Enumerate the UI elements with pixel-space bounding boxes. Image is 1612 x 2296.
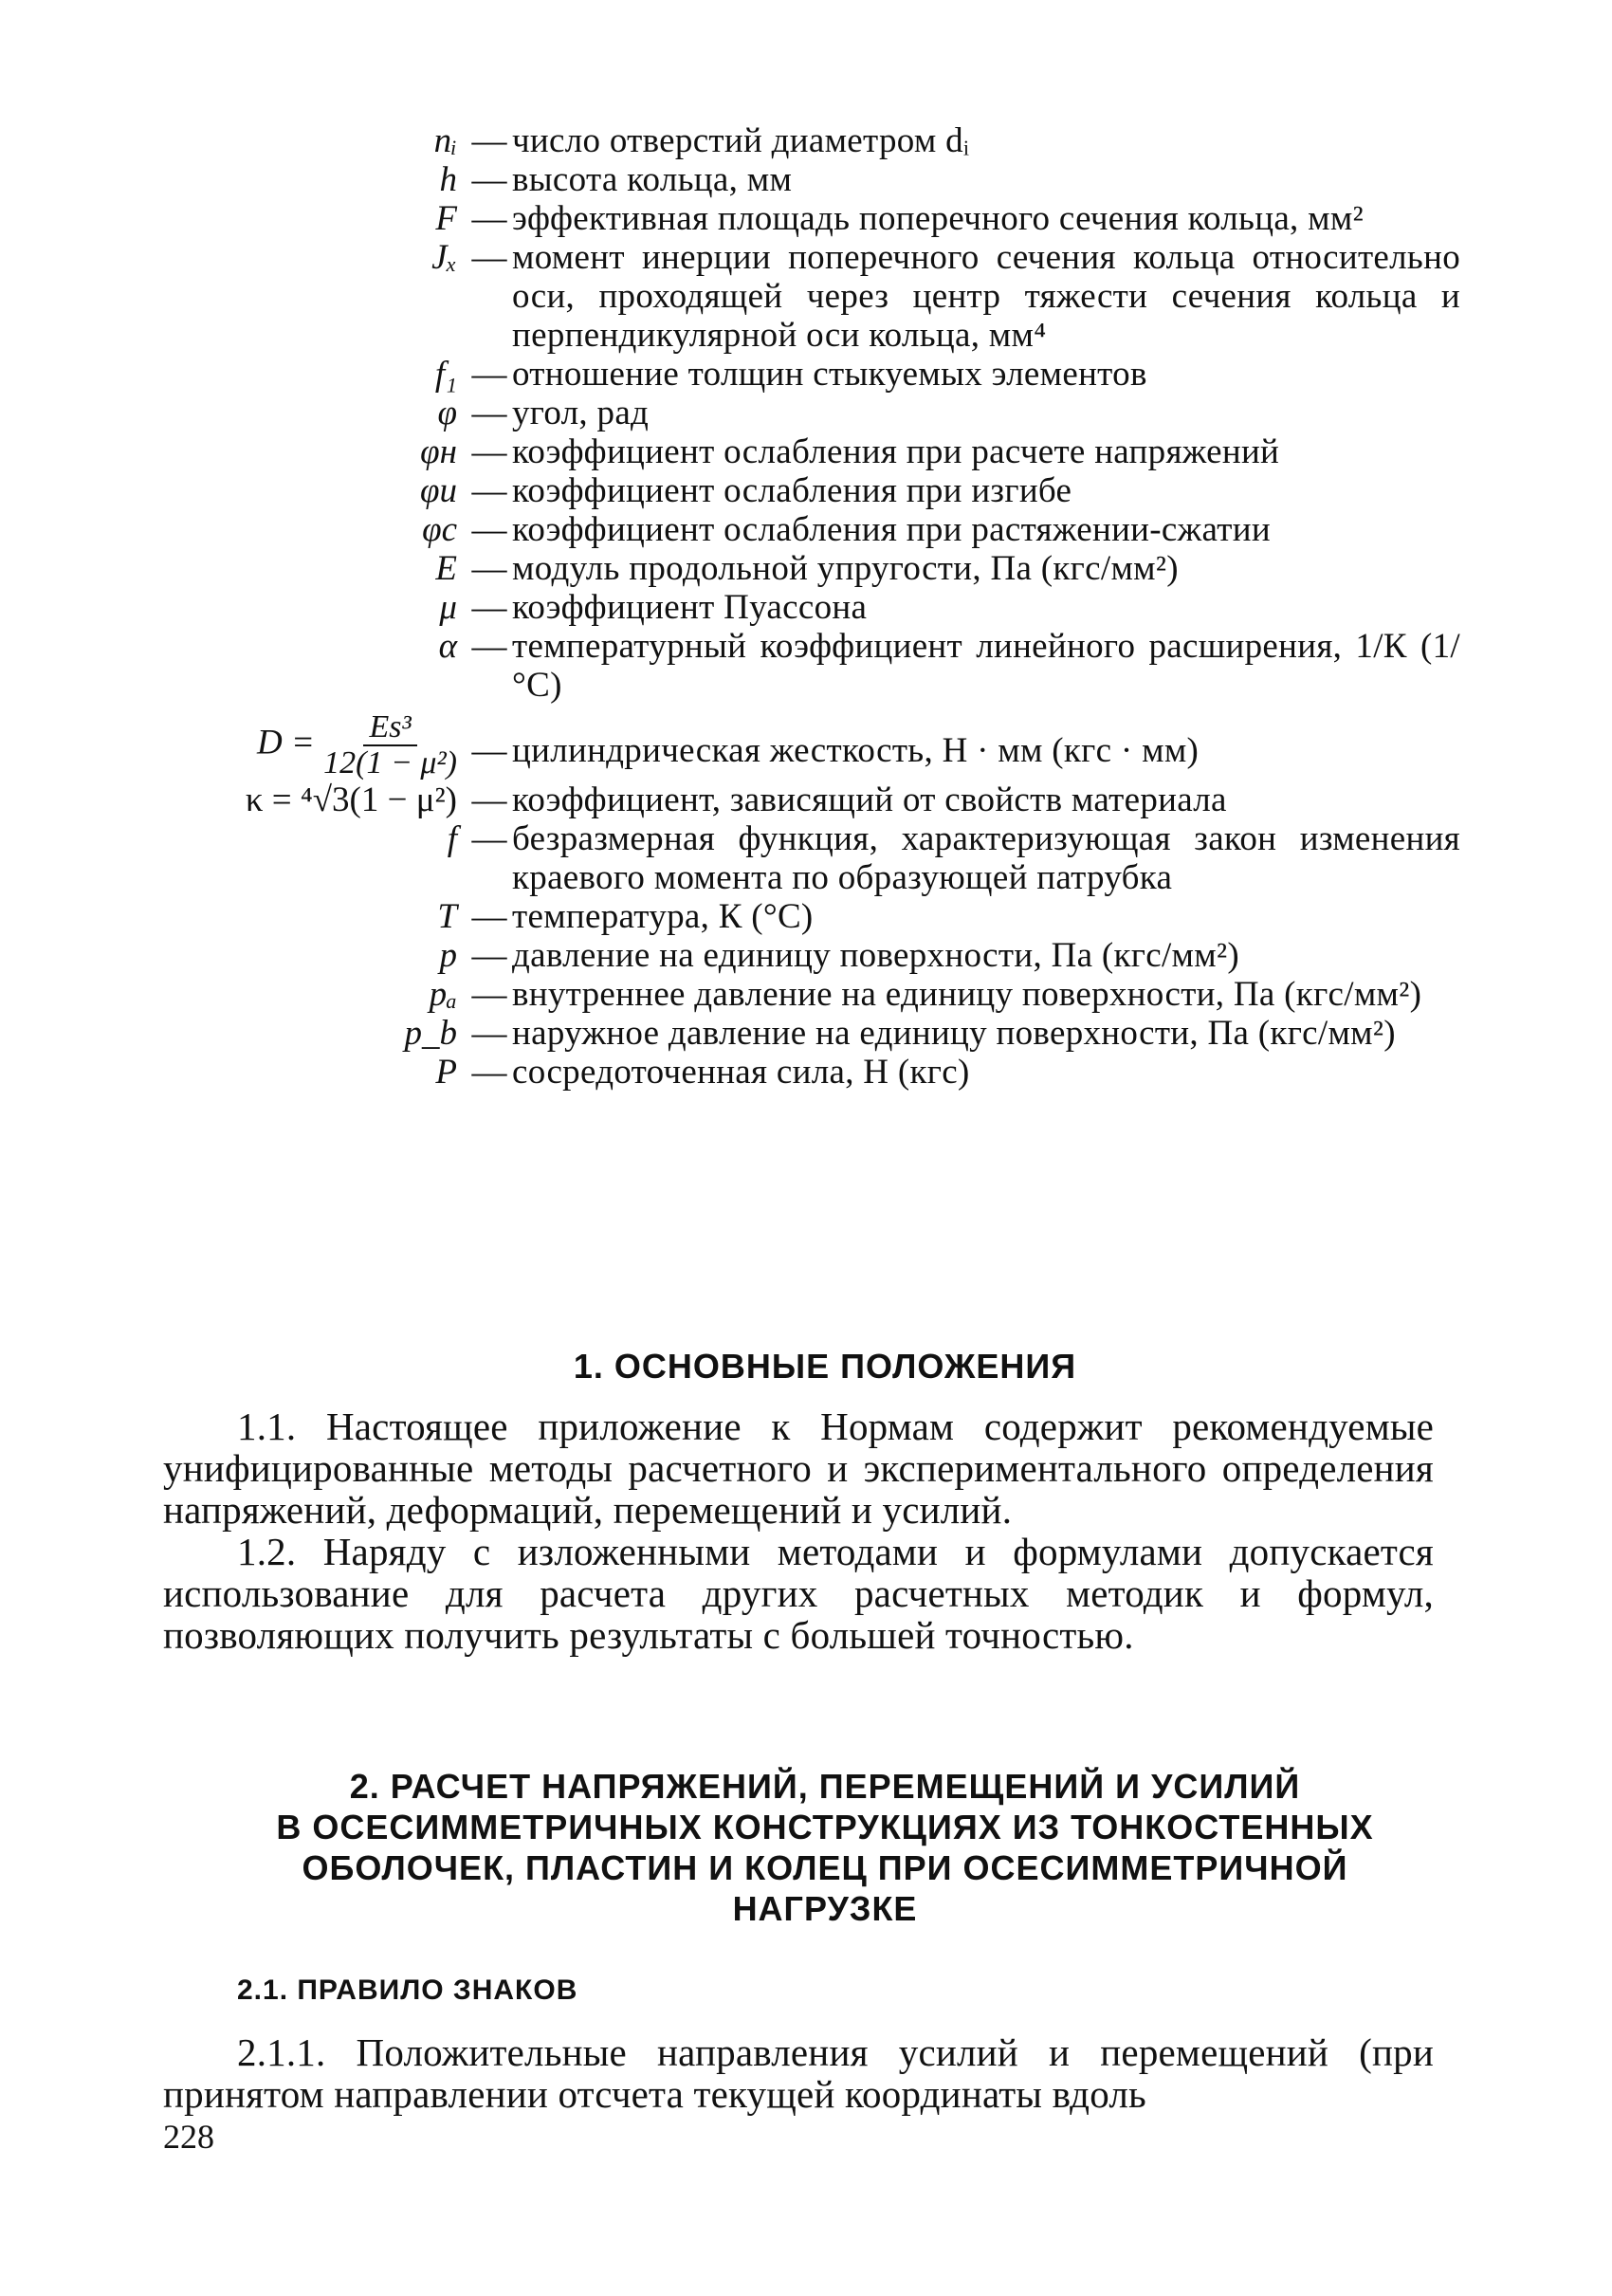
legend-dash: — (471, 975, 507, 1014)
legend-symbol: φи (420, 471, 457, 510)
legend-symbol: μ (439, 588, 457, 627)
legend-dash: — (471, 819, 507, 858)
section-1-title: 1. ОСНОВНЫЕ ПОЛОЖЕНИЯ (573, 1347, 1077, 1386)
legend-symbol: φ (437, 394, 457, 432)
legend-row (190, 160, 1460, 199)
legend-dash: — (471, 432, 507, 471)
legend-symbol: φc (422, 510, 457, 549)
legend-dash: — (471, 588, 507, 627)
legend-description: наружное давление на единицу поверхности, Па (кгс/мм²) (512, 1014, 1396, 1053)
legend-symbol: h (439, 160, 457, 199)
legend-row (190, 394, 1460, 432)
legend-description: сосредоточенная сила, Н (кгс) (512, 1053, 970, 1092)
section-2-1-title: 2.1. ПРАВИЛО ЗНАКОВ (237, 1975, 578, 2006)
legend-description: температура, К (°С) (512, 897, 814, 936)
legend-row (190, 549, 1460, 588)
section-2-title-line: В ОСЕСИММЕТРИЧНЫХ КОНСТРУКЦИЯХ ИЗ ТОНКОСТЕННЫХ (276, 1808, 1374, 1846)
formula-d-description: цилиндрическая жесткость, Н · мм (кгс · мм) (512, 731, 1200, 770)
legend-description: угол, рад (512, 394, 650, 432)
legend-row-kappa (190, 781, 1460, 819)
legend-symbol: p (439, 936, 457, 975)
paragraph-1-2: 1.2. Наряду с изложенными методами и формулами допускается использование для расчета других расчетных методик и формул, позволяющих получить результаты с большей точностью. (163, 1530, 1434, 1657)
legend-row (190, 121, 1460, 160)
formula-kappa-description: коэффициент, зависящий от свойств материала (512, 781, 1227, 819)
legend-symbol: f₁ (434, 355, 457, 394)
formula-d-numerator: Es³ (363, 710, 416, 746)
legend-row (190, 936, 1460, 975)
legend-dash: — (471, 1053, 507, 1092)
section-2-title-line: НАГРУЗКЕ (732, 1889, 918, 1928)
legend-row (190, 819, 1460, 897)
symbol-list (190, 121, 1460, 705)
legend-symbol: pₐ (429, 975, 457, 1014)
symbol-list-continued (190, 819, 1460, 1092)
legend-description: температурный коэффициент линейного расширения, 1/К (1/°С) (512, 627, 1460, 705)
legend-description: отношение толщин стыкуемых элементов (512, 355, 1147, 394)
legend-description: внутреннее давление на единицу поверхности, Па (кгс/мм²) (512, 975, 1422, 1014)
legend-dash: — (471, 1014, 507, 1053)
legend-row-cylindrical-stiffness (190, 710, 1460, 781)
legend-row (190, 510, 1460, 549)
legend-description: безразмерная функция, характеризующая закон изменения краевого момента по образующей патрубка (512, 819, 1460, 897)
legend-row (190, 1053, 1460, 1092)
legend-symbol: f (447, 819, 457, 858)
page-number: 228 (163, 2118, 214, 2156)
legend-symbol: E (435, 549, 457, 588)
legend-row (190, 897, 1460, 936)
legend-row (190, 471, 1460, 510)
legend-dash: — (471, 238, 507, 277)
legend-description: коэффициент Пуассона (512, 588, 868, 627)
legend-dash: — (471, 781, 507, 819)
section-2-title-line: 2. РАСЧЕТ НАПРЯЖЕНИЙ, ПЕРЕМЕЩЕНИЙ И УСИЛИЙ (349, 1767, 1301, 1806)
legend-row (190, 975, 1460, 1014)
formula-d-lhs: D = (256, 723, 315, 762)
legend-symbol: P (435, 1053, 457, 1092)
formula-kappa: κ = ⁴√3(1 − μ²) (245, 781, 457, 819)
legend-description: момент инерции поперечного сечения кольца относительно оси, проходящей через центр тяжести сечения кольца и перпендикулярной оси кольца, мм⁴ (512, 238, 1460, 355)
legend-description: модуль продольной упругости, Па (кгс/мм²) (512, 549, 1179, 588)
legend-symbol: nᵢ (433, 121, 457, 160)
legend-description: эффективная площадь поперечного сечения кольца, мм² (512, 199, 1364, 238)
legend-symbol: Jₓ (431, 238, 457, 277)
legend-dash: — (471, 897, 507, 936)
paragraph-1-1: 1.1. Настоящее приложение к Нормам содержит рекомендуемые унифицированные методы расчетного и экспериментального определения напряжений, деформаций, перемещений и усилий. (163, 1405, 1434, 1532)
legend-description: коэффициент ослабления при растяжении-сжатии (512, 510, 1271, 549)
legend-symbol: T (437, 897, 457, 936)
legend-dash: — (471, 355, 507, 394)
symbol-legend (190, 121, 1460, 1092)
legend-symbol: p_b (404, 1014, 457, 1053)
legend-row (190, 355, 1460, 394)
legend-symbol: α (438, 627, 457, 666)
legend-dash: — (471, 510, 507, 549)
legend-description: коэффициент ослабления при изгибе (512, 471, 1072, 510)
legend-dash: — (471, 160, 507, 199)
section-2-title-line: ОБОЛОЧЕК, ПЛАСТИН И КОЛЕЦ ПРИ ОСЕСИММЕТРИЧНОЙ (302, 1848, 1348, 1887)
legend-dash: — (471, 627, 507, 666)
legend-row (190, 238, 1460, 355)
legend-row (190, 199, 1460, 238)
legend-row (190, 432, 1460, 471)
formula-d-denominator: 12(1 − μ²) (323, 745, 457, 781)
legend-description: число отверстий диаметром dᵢ (512, 121, 970, 160)
legend-description: давление на единицу поверхности, Па (кгс/мм²) (512, 936, 1239, 975)
paragraph-2-1-1: 2.1.1. Положительные направления усилий и перемещений (при принятом направлении отсчета текущей координаты вдоль (163, 2030, 1434, 2116)
formula-d-fraction (323, 710, 457, 781)
legend-dash: — (471, 199, 507, 238)
legend-dash: — (471, 549, 507, 588)
legend-dash: — (471, 121, 507, 160)
legend-dash: — (471, 731, 507, 770)
legend-description: коэффициент ослабления при расчете напряжений (512, 432, 1280, 471)
section-2-title (190, 1766, 1460, 1929)
legend-description: высота кольца, мм (512, 160, 793, 199)
legend-dash: — (471, 936, 507, 975)
legend-symbol: φн (420, 432, 457, 471)
formula-d (154, 710, 467, 781)
legend-dash: — (471, 394, 507, 432)
legend-row (190, 627, 1460, 705)
legend-symbol: F (435, 199, 457, 238)
legend-row (190, 588, 1460, 627)
legend-dash: — (471, 471, 507, 510)
legend-row (190, 1014, 1460, 1053)
